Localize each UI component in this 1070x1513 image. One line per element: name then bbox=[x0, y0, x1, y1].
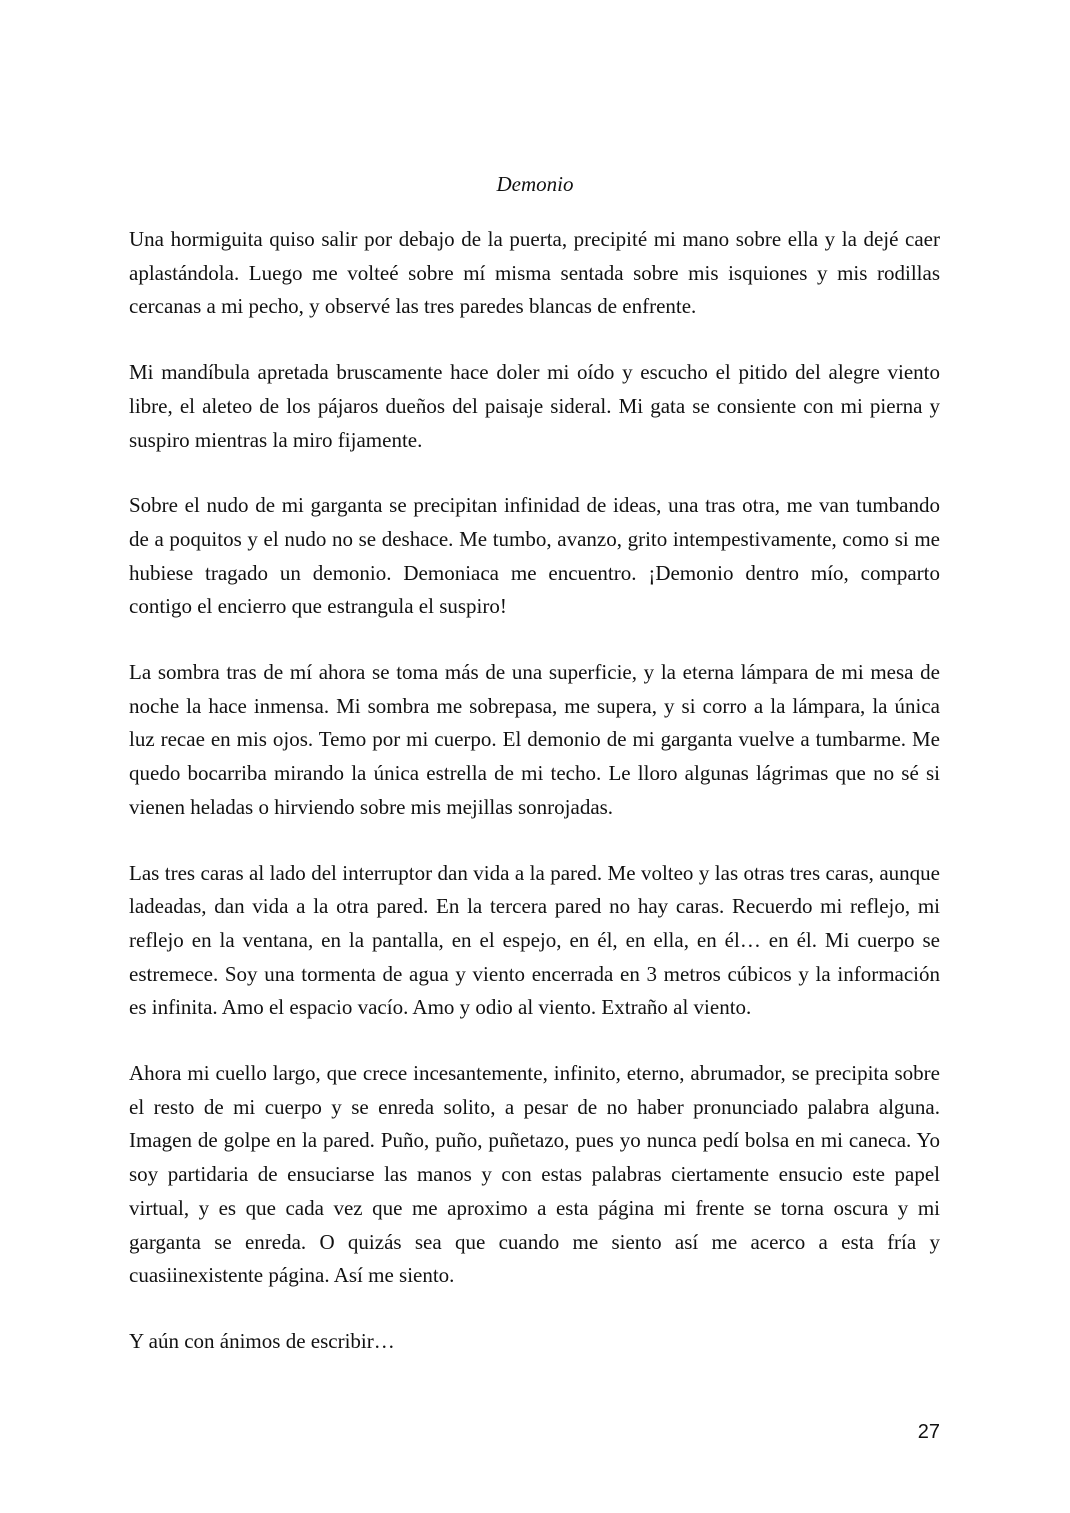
page-title: Demonio bbox=[496, 172, 574, 196]
body-text bbox=[129, 223, 940, 1391]
paragraph-5: Las tres caras al lado del interruptor dan vida a la pared. Me volteo y las otras tres caras, aunque ladeadas, dan vida a la otra pared. En la tercera pared no hay caras. Recuerdo mi reflejo, mi reflejo en la ventana, en la pantalla, en el espejo, en él, en ella, en él… en él. Mi cuerpo se estremece. Soy una tormenta de agua y viento encerrada en 3 metros cúbicos y la información es infinita. Amo el espacio vacío. Amo y odio al viento. Extraño al viento. bbox=[129, 860, 940, 1020]
paragraph-1: Una hormiguita quiso salir por debajo de la puerta, precipité mi mano sobre ella y la dejé caer aplastándola. Luego me volteé sobre mí misma sentada sobre mis isquiones y mis rodillas cercanas a mi pecho, y observé las tres paredes blancas de enfrente. bbox=[129, 227, 940, 319]
paragraph-7: Y aún con ánimos de escribir… bbox=[129, 1328, 395, 1353]
paragraph-6: Ahora mi cuello largo, que crece incesantemente, infinito, eterno, abrumador, se precipita sobre el resto de mi cuerpo y se enreda solito, a pesar de no haber pronunciado palabra alguna. Imagen de golpe en la pared. Puño, puño, puñetazo, pues yo nunca pedí bolsa en mi caneca. Yo soy partidaria de ensuciarse las manos y con estas palabras ciertamente ensucio este papel virtual, y es que cada vez que me aproximo a esta página mi frente se torna oscura y mi garganta se enreda. O quizás sea que cuando me siento así me acerco a esta fría y cuasiinexistente página. Así me siento. bbox=[129, 1061, 940, 1288]
paragraph-4: La sombra tras de mí ahora se toma más de una superficie, y la eterna lámpara de mi mesa de noche la hace inmensa. Mi sombra me sobrepasa, me supera, y si corro a la lámpara, la única luz recae en mis ojos. Temo por mi cuerpo. El demonio de mi garganta vuelve a tumbarme. Me quedo bocarriba mirando la única estrella de mi techo. Le lloro algunas lágrimas que no sé si vienen heladas o hirviendo sobre mis mejillas sonrojadas. bbox=[129, 660, 940, 819]
paragraph-2: Mi mandíbula apretada bruscamente hace doler mi oído y escucho el pitido del alegre viento libre, el aleteo de los pájaros dueños del paisaje sideral. Mi gata se consiente con mi pierna y suspiro mientras la miro fijamente. bbox=[129, 360, 940, 452]
paragraph-3: Sobre el nudo de mi garganta se precipitan infinidad de ideas, una tras otra, me van tumbando de a poquitos y el nudo no se deshace. Me tumbo, avanzo, grito intempestivamente, como si me hubiese tragado un demonio. Demoniaca me encuentro. ¡Demonio dentro mío, comparto contigo el encierro que estrangula el suspiro! bbox=[129, 493, 940, 619]
page-number: 27 bbox=[917, 1421, 940, 1443]
